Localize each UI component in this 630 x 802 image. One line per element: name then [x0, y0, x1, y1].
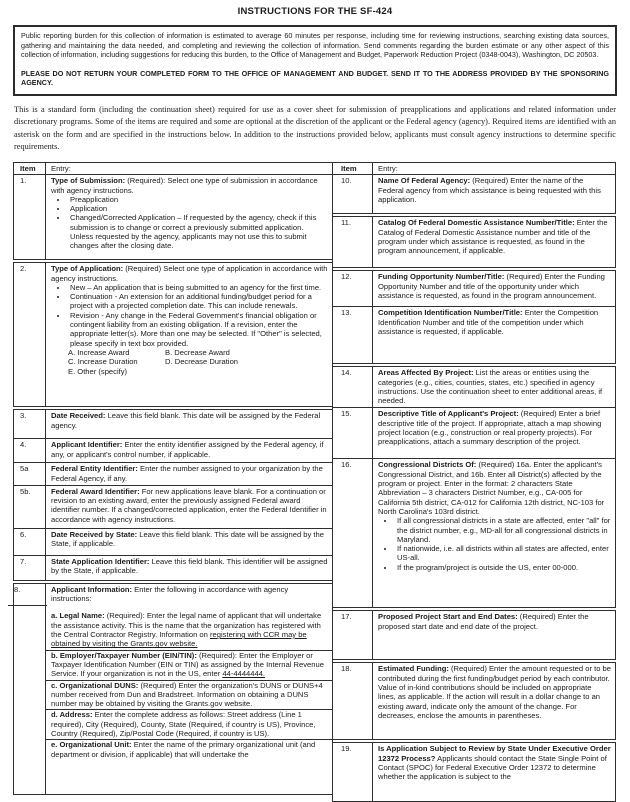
table-row-12: [332, 270, 616, 307]
table-row-13: [332, 306, 616, 364]
option-e: E. Other (specify): [68, 366, 128, 376]
bullet-item: • Changed/Corrected Application – If requested by the agency, check if this submission is to change or correct a previously submitted application. Unless requested by the agency, applicants may not use this to submit changes after the closing date.: [68, 213, 328, 250]
entry-title: Date Received:: [51, 411, 106, 421]
subitem-text: (Required) Enter the organization's DUNS or DUNS+4 number received from Dun and Bradstreet. Information on obtaining a DUNS number may be obtained by visiting the Grants.gov website.: [51, 680, 323, 709]
entry-text: (Required): Select one type of submission in accordance with agency instructions.: [51, 176, 318, 195]
bullet-item: • Preapplication: [68, 195, 328, 204]
table-row-2: [13, 262, 333, 407]
table-row-8: [13, 583, 333, 795]
subitem-text: Enter the name of the primary organizational unit (and department or division, if applicable) that will undertake the: [51, 740, 316, 759]
bullet-list: [51, 195, 328, 251]
entry-text: Leave this field blank. This identifier will be assigned by the State, if applicable.: [51, 556, 328, 576]
item-number: 18.: [333, 663, 373, 739]
burden-statement-box: [13, 25, 617, 96]
intro-paragraph: This is a standard form (including the continuation sheet) required for use as a cover sheet for submission of preapplications and applications and related information under discretionary programs. Some of the items are required and some are optional at the discretion of the applicant or the Federal agency (agency). Required items are identified with an asterisk on the form and are specified in the instructions below. In addition to the instructions provided below, applicants must consult agency instructions to determine specific requirements.: [14, 104, 616, 152]
table-row-18: [332, 662, 616, 740]
right-entry-header: Entry:: [378, 163, 398, 173]
item-number: 19.: [333, 743, 373, 801]
entry-text: Enter the entity identifier assigned by the Federal agency, if any, or applicant's control number, if applicable.: [51, 440, 324, 459]
table-row-7: [13, 555, 333, 581]
item-number: 5a: [14, 463, 46, 485]
right-column: [332, 163, 616, 802]
item-number: 15.: [333, 408, 373, 458]
table-row-19: [332, 742, 616, 802]
bullet-item: • New – An application that is being submitted to an agency for the first time.: [68, 283, 328, 292]
table-row-5a: [13, 462, 333, 486]
entry-title: Proposed Project Start and End Dates:: [378, 612, 518, 622]
subitem-title: c. Organizational DUNS:: [51, 680, 139, 690]
entry-title: Competition Identification Number/Title:: [378, 308, 523, 318]
entry-text: Enter the number assigned to your organization by the Federal Agency, if any.: [51, 464, 323, 483]
item-number: 3.: [14, 410, 46, 438]
bullet-item: • If the program/project is outside the US, enter 00-000.: [395, 563, 611, 572]
bullet-item: • Revision - Any change in the Federal Government's financial obligation or contingent liability from an existing obligation. If a revision, enter the appropriate letter(s). More than one may be selected. If "Other" is selected, please specify in text box provided.: [68, 311, 328, 348]
entry-text: (Required) Enter a brief descriptive title of the project. If appropriate, attach a map showing project location (e.g., construction or real property projects). For preapplications, attach a summary description of the project.: [378, 409, 602, 447]
right-item-header: Item: [333, 163, 373, 174]
item-number: 1.: [14, 175, 46, 259]
entry-title: Federal Entity Identifier:: [51, 464, 138, 474]
bullet-item: • If nationwide, i.e. all districts within all states are affected, enter US-all.: [395, 544, 611, 563]
table-row-5b: [13, 485, 333, 529]
item-number: 6.: [14, 529, 46, 555]
entry-text: Enter the following in accordance with agency instructions:: [51, 584, 289, 604]
item-number: 13.: [333, 307, 373, 363]
item-number: 12.: [333, 271, 373, 306]
right-header-row: [332, 162, 616, 175]
entry-title: Areas Affected By Project:: [378, 368, 474, 378]
entry-text: (Required) Enter the name of the Federal agency from which assistance is being requested with this application.: [378, 176, 601, 204]
table-row-4: [13, 438, 333, 463]
subitem-b: [46, 650, 332, 680]
subitem-c: [46, 680, 332, 710]
entry-text: (Required) Enter the Funding Opportunity Number and title of the opportunity under which assistance is requested, as found in the program announcement.: [378, 272, 605, 300]
subitem-text: (Required): Enter the Employer or Taxpayer Identification Number (EIN or TIN) as assigned by the Internal Revenue Service. If your organization is not in the US, enter: [51, 650, 324, 679]
entry-title: State Application Identifier:: [51, 556, 150, 566]
table-row-14: [332, 366, 616, 408]
item-number: 17.: [333, 611, 373, 659]
subitem-title: e. Organizational Unit:: [51, 740, 132, 750]
subitem-d: [46, 709, 332, 739]
option-a: A. Increase Award: [68, 347, 130, 357]
bullet-item: • If all congressional districts in a state are affected, enter "all" for the district number, e.g., MD-all for all congressional districts in Maryland.: [395, 516, 611, 544]
table-row-11: [332, 216, 616, 268]
bullet-list: [378, 516, 611, 572]
item-number: 14.: [333, 367, 373, 407]
revision-options: [51, 348, 328, 376]
entry-title: Congressional Districts Of:: [378, 460, 477, 470]
entry-title: Catalog Of Federal Domestic Assistance Number/Title:: [378, 218, 575, 228]
bullet-item: • Continuation - An extension for an additional funding/budget period for a project with a projected completion date. This can include renewals.: [68, 292, 328, 311]
subitem-e: [46, 739, 332, 760]
item-number: 5b.: [14, 486, 46, 528]
table-row-1: [13, 174, 333, 260]
item-number-cell: [14, 584, 46, 794]
entry-title: Is Application Subject to Review by State Under Executive Order 12372 Process?: [378, 744, 611, 763]
subitem-title: a. Legal Name:: [51, 611, 105, 621]
table-row-3: [13, 409, 333, 439]
table-row-17: [332, 610, 616, 660]
burden-statement: Public reporting burden for this collection of information is estimated to average 60 minutes per response, including time for reviewing instructions, searching existing data sources, gathering and maintaining the data needed, and completing and reviewing the collection of information. Send comments regarding the burden estimate or any other aspect of this collection of information, including suggestions for reducing this burden, to the Office of Management and Budget, Paperwork Reduction Project (0348-0043), Washington, DC 20503.: [21, 31, 609, 60]
item-number: 11.: [333, 217, 373, 267]
item-number: 4.: [14, 439, 46, 462]
page-title: INSTRUCTIONS FOR THE SF-424: [237, 6, 393, 17]
entry-title: Applicant Identifier:: [51, 440, 123, 450]
entry-text: (Required) Enter the amount requested or to be contributed during the first funding/budget period by each contributor. Value of in-kind contributions should be included on appropriate lines, as applicable. If the action will result in a dollar change to an existing award, indicate only the amount of the change. For decreases, enclose the amounts in parentheses.: [378, 664, 611, 720]
table-row-15: [332, 407, 616, 459]
entry-text: Enter the Competition Identification Number and title of the competition under which assistance is requested, if applicable.: [378, 308, 599, 336]
left-entry-header: Entry:: [51, 163, 71, 173]
entry-title: Funding Opportunity Number/Title:: [378, 272, 505, 282]
subitem-text: (Required): Enter the legal name of applicant that will undertake the assistance activity. This is the name that the organization has registered with the Central Contractor Registry. Information on: [51, 611, 322, 640]
entry-title: Date Received by State:: [51, 529, 138, 539]
entry-title: Descriptive Title of Applicant's Project:: [378, 409, 519, 419]
entry-text: Leave this field blank. This date will be assigned by the State, if applicable.: [51, 529, 324, 549]
left-header-row: [13, 162, 333, 175]
table-row-6: [13, 528, 333, 556]
item-number: 2.: [14, 263, 46, 406]
entry-text: Applicants should contact the State Single Point of Contact (SPOC) for Federal Executive Order 12372 to determine whether the application is subject to the: [378, 753, 607, 782]
option-b: B. Decrease Award: [165, 347, 230, 357]
entry-text: Enter the Catalog of Federal Domestic Assistance number and title of the program under which assistance is requested, as found in the program announcement, if applicable.: [378, 218, 608, 256]
table-row-10: [332, 174, 616, 214]
entry-text: List the areas or entities using the categories (e.g., cities, counties, states, etc.) specified in agency instructions. Use the continuation sheet to enter additional areas, if needed.: [378, 368, 603, 406]
entry-title: Estimated Funding:: [378, 664, 449, 674]
entry-text: Leave this field blank. This date will be assigned by the Federal agency.: [51, 411, 321, 430]
option-d: D. Decrease Duration: [165, 357, 239, 367]
entry-text: For new applications leave blank. For a continuation or revision to an existing award, enter the previously assigned Federal award identifier number. If a changed/corrected application, enter the Federal Identifier in accordance with agency instructions.: [51, 486, 327, 524]
table-row-16: [332, 458, 616, 608]
entry-title: Type of Submission:: [51, 176, 126, 186]
entry-text: (Required) 16a. Enter the applicant's Congressional District, and 16b. Enter all District(s) affected by the program or project. Enter in the format: 2 characters State Abbreviation – 3 characters District Number, e.g., CA-005 for California 5th district, CA-012 for California 12th district, NC-103 for North Carolina's 103rd district.: [378, 460, 605, 516]
instructions-table: [13, 163, 617, 802]
do-not-return-notice: PLEASE DO NOT RETURN YOUR COMPLETED FORM TO THE OFFICE OF MANAGEMENT AND BUDGET. SEND IT TO THE ADDRESS PROVIDED BY THE SPONSORING AGENCY.: [21, 68, 609, 88]
ein-placeholder-text: 44-4444444.: [222, 669, 266, 679]
entry-text: (Required) Select one type of application in accordance with agency instructions.: [51, 264, 328, 283]
left-column: [13, 163, 333, 795]
item-number: 8.: [8, 584, 47, 606]
subitem-a: [46, 611, 332, 649]
bullet-list: [51, 283, 328, 348]
entry-title: Federal Award Identifier:: [51, 486, 140, 496]
entry-title: Name Of Federal Agency:: [378, 176, 471, 186]
item-number: 7.: [14, 556, 46, 580]
item-number: 16.: [333, 459, 373, 607]
ccr-link-text: registering with CCR may be obtained by visiting the Grants.gov website.: [51, 630, 307, 649]
subitem-title: d. Address:: [51, 710, 93, 720]
bullet-item: • Application: [68, 204, 328, 213]
subitem-title: b. Employer/Taxpayer Number (EIN/TIN):: [51, 650, 197, 660]
item-number: 10.: [333, 175, 373, 213]
entry-title: Applicant Information:: [51, 584, 132, 594]
subitem-text: Enter the complete address as follows: Street address (Line 1 required), City (Required), County, State (Required, if country is US), Province, Country (Required), Zip/Postal Code (Required, if country is US).: [51, 710, 316, 739]
option-c: C. Increase Duration: [68, 357, 138, 367]
left-item-header: Item: [14, 163, 46, 174]
entry-text: (Required) Enter the proposed start date and end date of the project.: [378, 612, 589, 631]
entry-title: Type of Application:: [51, 264, 124, 274]
